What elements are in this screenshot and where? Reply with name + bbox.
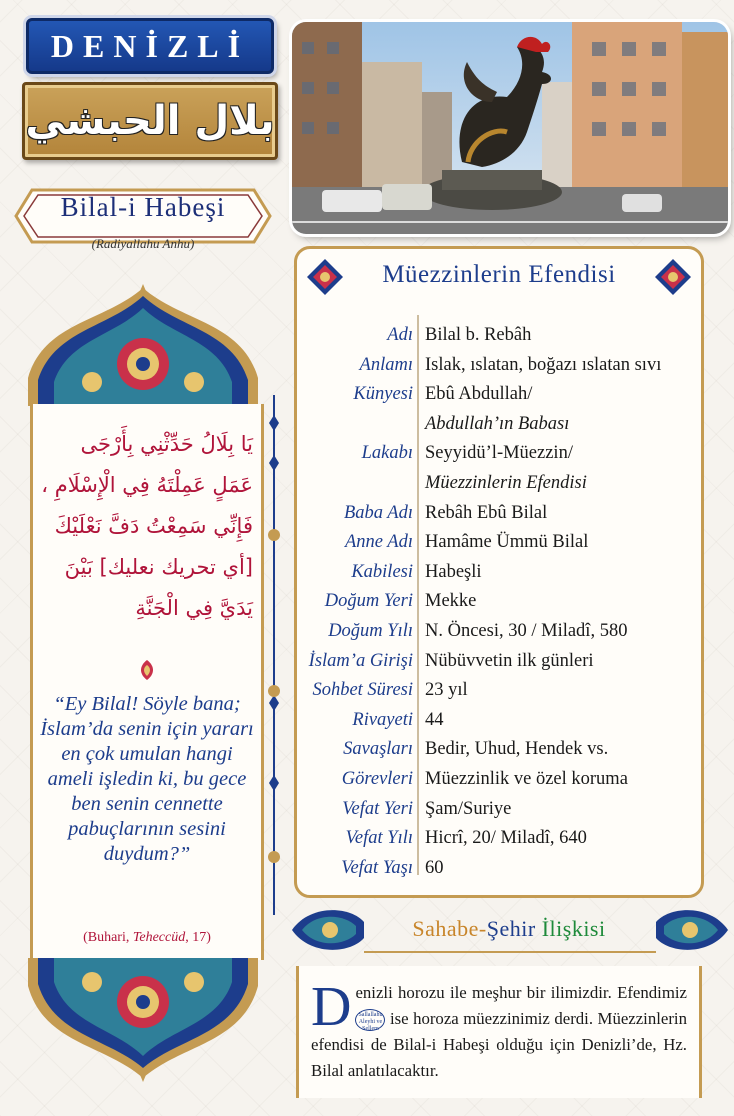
info-row bbox=[297, 708, 701, 738]
calligraphy-panel bbox=[22, 82, 278, 160]
info-row bbox=[297, 737, 701, 767]
salawat-seal-icon: Sallallahu Aleyhi ve Sellem bbox=[355, 1009, 385, 1031]
source-prefix: (Buhari, bbox=[83, 930, 133, 945]
info-value: Habeşli bbox=[425, 561, 482, 582]
info-row bbox=[297, 530, 701, 560]
vertical-divider bbox=[268, 395, 280, 915]
arabic-line: [أي تحريك نعليك] بَيْنَ bbox=[64, 555, 253, 579]
arabic-line: عَمَلٍ عَمِلْتَهُ فِي الْإِسْلَامِ ، bbox=[41, 473, 253, 497]
info-value: Islak, ıslatan, boğazı ıslatan sıvı bbox=[425, 354, 662, 375]
info-value: Mekke bbox=[425, 591, 477, 612]
hadith-quote: “Ey Bilal! Söyle bana; İslam’da senin için yararı en çok umulan hangi ameli işledin ki, bu gece ben senin cennette pabuçlarının sesini duydum?” bbox=[40, 693, 254, 865]
info-label: Vefat Yılı bbox=[345, 828, 413, 849]
info-value: Hamâme Ümmü Bilal bbox=[425, 532, 589, 553]
ornament-bottom bbox=[22, 958, 264, 1084]
body-text-2: ise horoza müezzinimiz derdi. Müezzinlerin efendisi de Bilal-i Habeşi olduğu için Denizli’de, Hz. Bilal anlatılacaktır. bbox=[311, 1009, 687, 1080]
info-value: N. Öncesi, 30 / Miladî, 580 bbox=[425, 620, 628, 641]
info-row bbox=[297, 323, 701, 353]
info-label: Anne Adı bbox=[345, 532, 413, 553]
section-heading bbox=[290, 900, 730, 960]
info-row bbox=[297, 471, 701, 501]
body-box bbox=[296, 966, 702, 1098]
info-label: Doğum Yılı bbox=[328, 620, 413, 641]
info-title: Müezzinlerin Efendisi bbox=[382, 261, 616, 288]
info-label: Lakabı bbox=[361, 443, 413, 464]
arabic-line: فَإِنِّي سَمِعْتُ دَفَّ نَعْلَيْكَ bbox=[54, 514, 253, 538]
info-value: 44 bbox=[425, 709, 444, 730]
info-row bbox=[297, 353, 701, 383]
arabic-hadith bbox=[41, 424, 253, 629]
info-label: Anlamı bbox=[359, 354, 413, 375]
info-label: Görevleri bbox=[341, 768, 413, 789]
calligraphy-text: بلال الحبشي bbox=[25, 98, 275, 144]
info-row bbox=[297, 382, 701, 412]
info-value: Rebâh Ebû Bilal bbox=[425, 502, 548, 523]
info-row bbox=[297, 412, 701, 442]
info-value: Müezzinlik ve özel koruma bbox=[425, 768, 628, 789]
info-value: Seyyidü’l-Müezzin/ bbox=[425, 443, 573, 464]
city-photo bbox=[292, 22, 728, 234]
info-value: Müezzinlerin Efendisi bbox=[425, 472, 587, 493]
city-badge bbox=[26, 18, 274, 74]
info-box bbox=[294, 246, 704, 898]
tulip-divider-icon bbox=[135, 658, 159, 682]
info-label: Doğum Yeri bbox=[324, 591, 413, 612]
info-value: Bedir, Uhud, Hendek vs. bbox=[425, 739, 609, 760]
info-label: Kabilesi bbox=[351, 561, 413, 582]
section-title-part1: Sahabe- bbox=[412, 916, 487, 941]
info-value: Abdullah’ın Babası bbox=[425, 413, 570, 434]
body-paragraph bbox=[311, 976, 687, 1084]
info-value: Şam/Suriye bbox=[425, 798, 512, 819]
info-label: Vefat Yaşı bbox=[341, 857, 413, 878]
info-label: Savaşları bbox=[343, 739, 413, 760]
info-value: 60 bbox=[425, 857, 444, 878]
ornament-top bbox=[22, 282, 264, 406]
info-row bbox=[297, 649, 701, 679]
info-value: Nübüvvetin ilk günleri bbox=[425, 650, 594, 671]
name-subtitle: (Radiyallahu Anhu) bbox=[91, 236, 195, 251]
info-row bbox=[297, 589, 701, 619]
info-row bbox=[297, 560, 701, 590]
info-value: 23 yıl bbox=[425, 680, 468, 701]
info-label: Sohbet Süresi bbox=[312, 680, 413, 701]
body-text-1: enizli horozu ile meşhur bir ilimizdir. Efendimiz bbox=[355, 983, 687, 1002]
section-title-part3: İlişkisi bbox=[541, 916, 606, 941]
info-value: Hicrî, 20/ Miladî, 640 bbox=[425, 828, 587, 849]
drop-cap: D bbox=[311, 976, 352, 1038]
info-value: Bilal b. Rebâh bbox=[425, 325, 532, 345]
source-suffix: , 17) bbox=[185, 930, 211, 945]
info-row bbox=[297, 678, 701, 708]
info-row bbox=[297, 826, 701, 856]
info-label: Künyesi bbox=[353, 384, 413, 405]
info-label: İslam’a Girişi bbox=[308, 650, 413, 671]
rooster-statue-image bbox=[292, 22, 728, 234]
arabic-line: يَا بِلَالُ حَدِّثْنِي بِأَرْجَى bbox=[80, 432, 253, 456]
name-title: Bilal-i Habeşi bbox=[60, 192, 226, 222]
info-row bbox=[297, 501, 701, 531]
city-name: DENİZLİ bbox=[50, 27, 250, 64]
source-book: Teheccüd bbox=[132, 930, 186, 945]
info-label: Adı bbox=[387, 325, 413, 345]
hadith-source bbox=[37, 930, 257, 946]
info-label: Baba Adı bbox=[343, 502, 413, 523]
info-row bbox=[297, 767, 701, 797]
section-title-part2: Şehir bbox=[486, 916, 542, 941]
info-table bbox=[297, 323, 701, 885]
section-title bbox=[364, 916, 654, 942]
info-row bbox=[297, 619, 701, 649]
info-row bbox=[297, 856, 701, 886]
hadith-panel bbox=[30, 404, 264, 960]
info-row bbox=[297, 441, 701, 471]
info-label: Rivayeti bbox=[352, 709, 413, 730]
info-row bbox=[297, 797, 701, 827]
info-label: Vefat Yeri bbox=[342, 798, 413, 819]
arabic-line: يَدَيَّ فِي الْجَنَّةِ bbox=[135, 596, 253, 620]
info-value: Ebû Abdullah/ bbox=[425, 384, 533, 405]
